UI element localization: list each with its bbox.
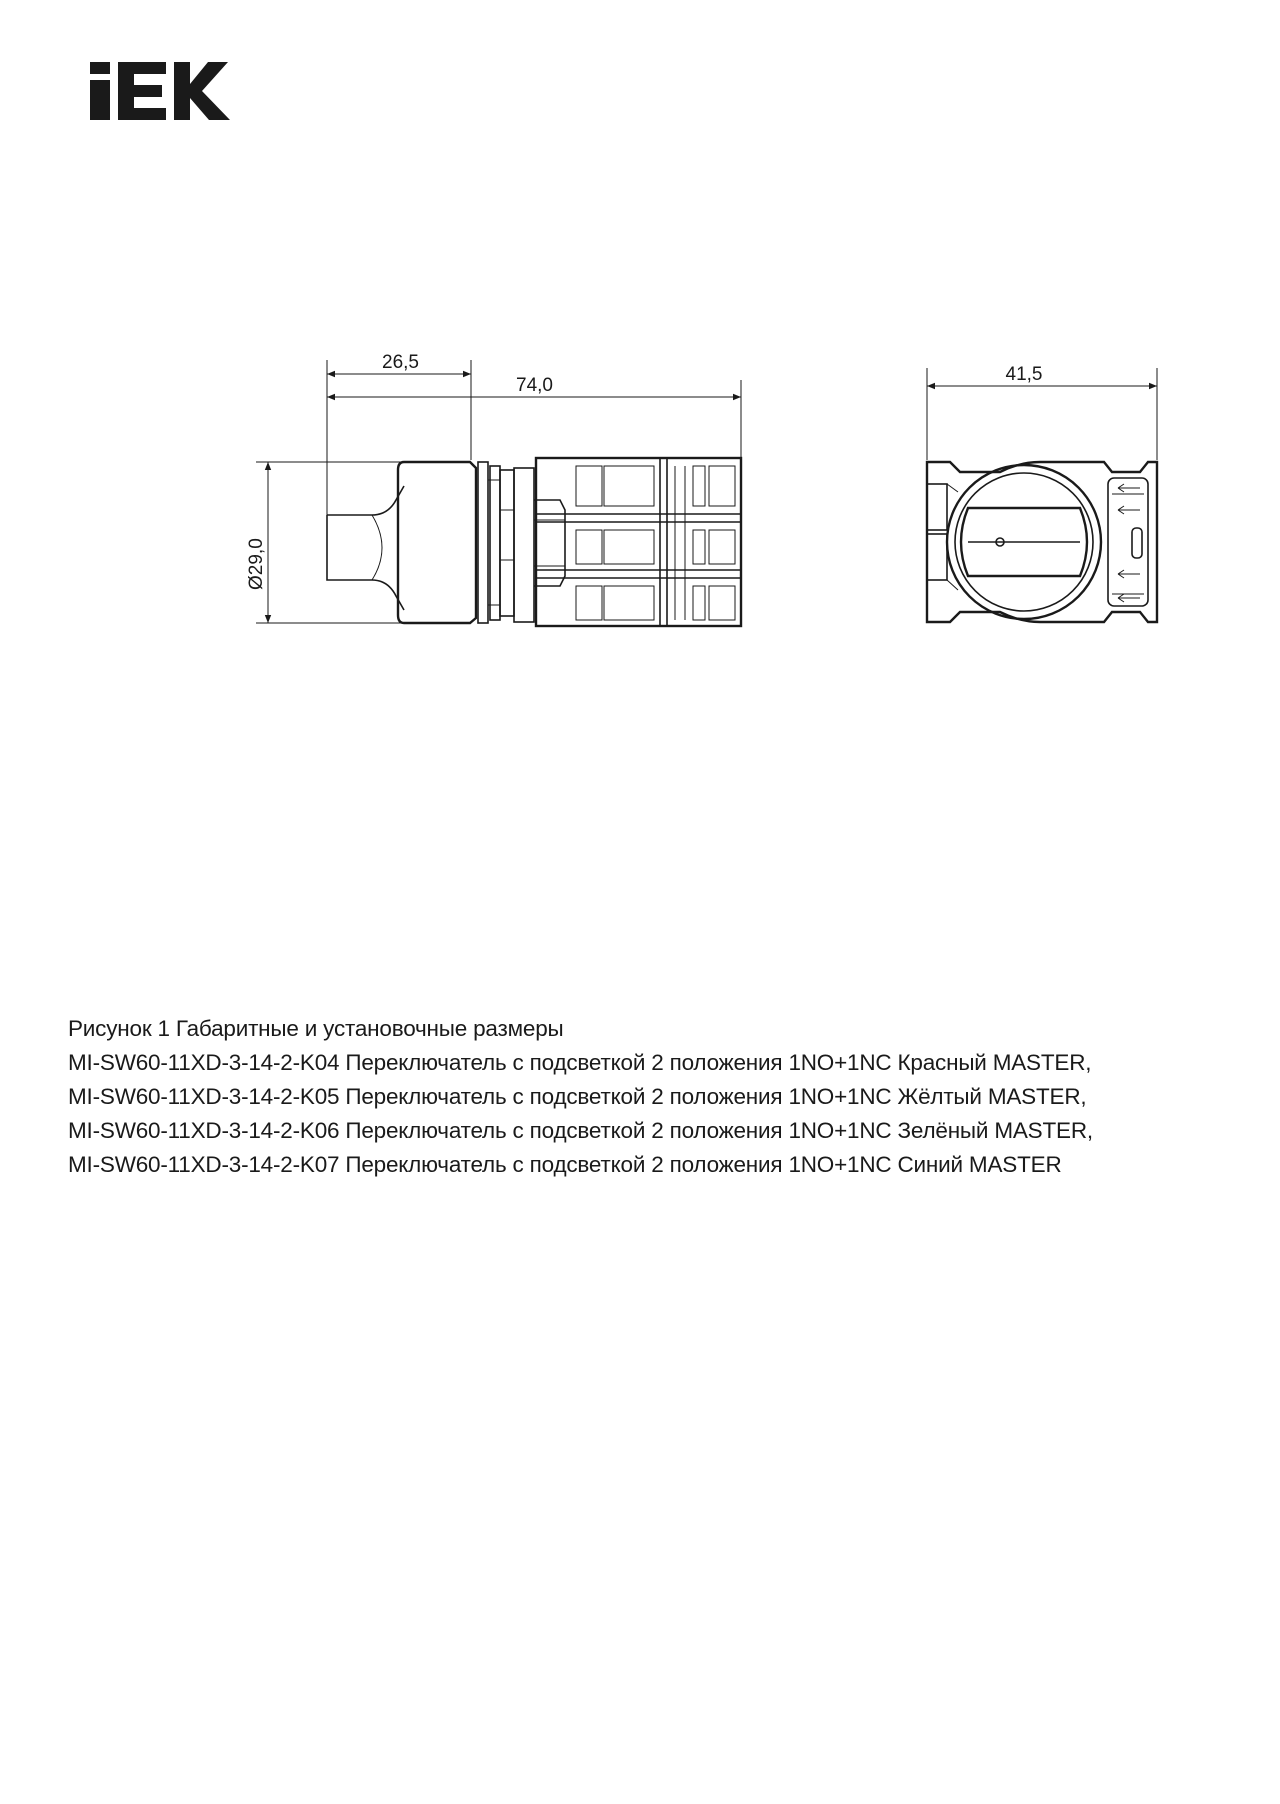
side-view: [256, 360, 741, 626]
figure-title: Рисунок 1 Габаритные и установочные размеры: [68, 1016, 564, 1041]
caption-item-k04: MI-SW60-11XD-3-14-2-K04 Переключатель с подсветкой 2 положения 1NO+1NC Красный MASTER,: [68, 1050, 1092, 1075]
caption-item-k05: MI-SW60-11XD-3-14-2-K05 Переключатель с подсветкой 2 положения 1NO+1NC Жёлтый MASTER,: [68, 1084, 1087, 1109]
front-view: [927, 368, 1157, 622]
dim-label-depth-front: 26,5: [382, 352, 419, 373]
dim-label-diameter: Ø29,0: [246, 538, 267, 590]
caption-item-k06: MI-SW60-11XD-3-14-2-K06 Переключатель с подсветкой 2 положения 1NO+1NC Зелёный MASTER,: [68, 1118, 1093, 1143]
dimension-drawing: [0, 0, 1280, 700]
figure-caption: [68, 1012, 1268, 1182]
dim-label-overall-width: 41,5: [1005, 364, 1043, 385]
dim-label-overall-length: 74,0: [516, 375, 553, 396]
caption-item-k07: MI-SW60-11XD-3-14-2-K07 Переключатель с подсветкой 2 положения 1NO+1NC Синий MASTER: [68, 1152, 1062, 1177]
